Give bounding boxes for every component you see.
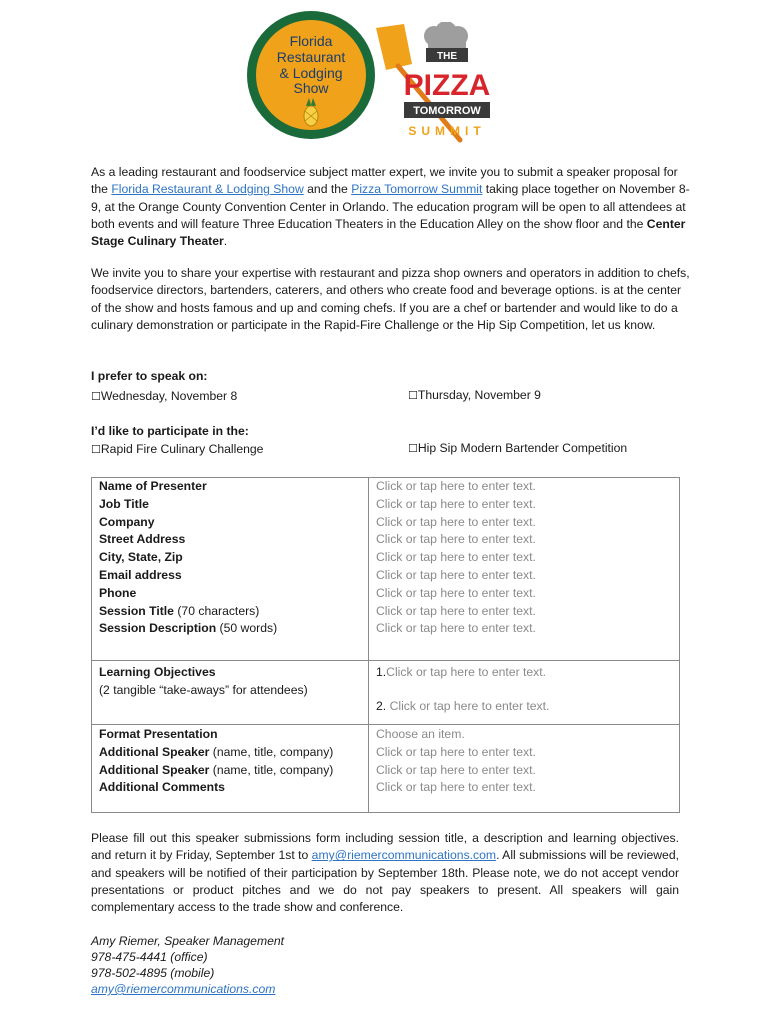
- form-inputs: [369, 661, 680, 725]
- field-label: [99, 514, 368, 532]
- contact-name: Amy Riemer, Speaker Management: [91, 934, 285, 948]
- form-inputs: [369, 725, 680, 813]
- session-description-label: Session Description: [99, 621, 217, 636]
- checkbox-icon: ☐: [408, 389, 418, 402]
- invite-paragraph: We invite you to share your expertise with restaurant and pizza shop owners and operators in addition to chefs, foodservice directors, bartenders, caterers, and others who create food and beverage options. is at the center of the show and hosts famous and up and coming chefs. If you are a chef or bartender and would like to do a culinary demonstration or participate in the Rapid-Fire Challenge or the Hip Sip Competition, let us know.: [91, 266, 690, 332]
- company-label: Company: [99, 514, 155, 529]
- field-label: [99, 762, 368, 780]
- objective-1-field[interactable]: [376, 664, 679, 682]
- florida-restaurant-lodging-show-logo: [246, 10, 376, 140]
- city-state-zip-field[interactable]: Click or tap here to enter text.: [376, 550, 536, 565]
- intro-text: and the: [303, 182, 352, 197]
- field-label: [99, 585, 368, 603]
- logo-text-line: Florida: [289, 33, 333, 49]
- company-field[interactable]: Click or tap here to enter text.: [376, 514, 536, 529]
- learning-objectives-label: Learning Objectives: [99, 665, 216, 679]
- intro-text: taking place together on November 8-9, at the Orange County Convention Center in Orlando. The education program will be open to all attendees at both events and will feature Three Education Theaters in the Education Alley on the show floor and the: [91, 182, 690, 231]
- closing-text: Please fill out this speaker submissions form including session title, a description and learning objectives. and return it by Friday, September 1st to: [91, 831, 679, 863]
- phone-field[interactable]: Click or tap here to enter text.: [376, 585, 536, 600]
- submission-email-link[interactable]: amy@riemercommunications.com: [311, 848, 497, 863]
- wednesday-label: Wednesday, November 8: [100, 389, 238, 403]
- form-labels: [92, 725, 369, 813]
- checkbox-icon: ☐: [91, 390, 101, 403]
- closing-paragraph: [91, 830, 679, 916]
- speaker-form-table: [91, 477, 680, 813]
- field-label: [99, 496, 368, 514]
- intro-text: .: [223, 234, 228, 249]
- city-state-zip-label: City, State, Zip: [99, 550, 183, 565]
- session-title-field[interactable]: Click or tap here to enter text.: [376, 603, 536, 618]
- objective-placeholder: Click or tap here to enter text.: [389, 698, 550, 713]
- format-presentation-label: Format Presentation: [99, 727, 218, 741]
- field-label: [99, 726, 368, 744]
- field-label: [99, 478, 368, 496]
- intro-paragraph: [91, 164, 691, 250]
- phone-label: Phone: [99, 585, 137, 600]
- hip-sip-checkbox[interactable]: [408, 441, 627, 455]
- additional-speaker-note: (name, title, company): [209, 762, 334, 777]
- pizza-summit-link[interactable]: Pizza Tomorrow Summit: [351, 182, 483, 197]
- speak-label: I prefer to speak on:: [91, 369, 208, 383]
- session-title-note: (70 characters): [173, 603, 260, 618]
- florida-show-link[interactable]: Florida Restaurant & Lodging Show: [111, 182, 304, 197]
- field-label: [99, 744, 368, 762]
- logo-text-line: Show: [293, 80, 329, 96]
- form-section-objectives: [92, 661, 680, 725]
- session-description-field[interactable]: Click or tap here to enter text.: [376, 621, 536, 636]
- rapid-fire-label: Rapid Fire Culinary Challenge: [100, 442, 264, 456]
- field-label: [99, 603, 368, 621]
- center-stage-text: Center Stage Culinary Theater: [91, 216, 686, 249]
- additional-speaker-2-field[interactable]: Click or tap here to enter text.: [376, 762, 536, 777]
- session-title-label: Session Title: [99, 603, 174, 618]
- job-title-label: Job Title: [99, 496, 149, 511]
- additional-speaker-1-field[interactable]: Click or tap here to enter text.: [376, 744, 536, 759]
- form-section-contact: [92, 478, 680, 661]
- closing-text: . All submissions will be reviewed, and speakers will be notified of their participation by September 18th. Please note, we do not accept vendor presentations or product pitches and we do not pay speakers to present. All speakers will gain complementary access to the trade show and conference.: [91, 848, 679, 915]
- additional-comments-field[interactable]: Click or tap here to enter text.: [376, 780, 536, 795]
- additional-speaker-note: (name, title, company): [209, 744, 334, 759]
- session-description-note: (50 words): [216, 621, 278, 636]
- objective-2-field[interactable]: [376, 698, 679, 716]
- pizza-tomorrow-summit-logo: [368, 22, 498, 147]
- logo-text-line: Restaurant: [276, 49, 346, 65]
- field-label: [99, 549, 368, 567]
- contact-email-link[interactable]: amy@riemercommunications.com: [91, 982, 276, 996]
- checkbox-icon: ☐: [91, 443, 101, 456]
- logo-text-line: & Lodging: [279, 65, 343, 81]
- email-address-field[interactable]: Click or tap here to enter text.: [376, 567, 536, 582]
- logo-text-summit: SUMMIT: [408, 124, 486, 138]
- additional-speaker-label: Additional Speaker: [99, 762, 210, 777]
- intro-text: As a leading restaurant and foodservice subject matter expert, we invite you to submit a speaker proposal for the: [91, 165, 678, 197]
- form-section-presentation: [92, 725, 680, 813]
- field-label: [99, 664, 368, 682]
- form-inputs: [369, 478, 680, 661]
- email-address-label: Email address: [99, 567, 182, 582]
- learning-objectives-note: (2 tangible “take-aways” for attendees): [99, 682, 308, 697]
- rapid-fire-checkbox[interactable]: [91, 442, 263, 456]
- checkbox-icon: ☐: [408, 442, 418, 455]
- objective-number: 2.: [376, 698, 390, 713]
- thursday-checkbox[interactable]: [408, 388, 541, 402]
- contact-mobile-phone: 978-502-4895 (mobile): [91, 966, 215, 980]
- wednesday-checkbox[interactable]: [91, 389, 237, 403]
- field-label: [99, 567, 368, 585]
- field-label: [99, 620, 368, 638]
- contact-office-phone: 978-475-4441 (office): [91, 950, 208, 964]
- logo-text-tomorrow: TOMORROW: [413, 105, 481, 117]
- format-presentation-dropdown[interactable]: Choose an item.: [376, 727, 465, 741]
- form-labels: [92, 661, 369, 725]
- presenter-name-field[interactable]: Click or tap here to enter text.: [376, 479, 536, 493]
- thursday-label: Thursday, November 9: [417, 388, 541, 402]
- objective-placeholder: Click or tap here to enter text.: [386, 665, 547, 679]
- contact-block: [91, 933, 284, 997]
- logo-text-pizza: PIZZA: [403, 69, 491, 102]
- presenter-name-label: Name of Presenter: [99, 479, 207, 493]
- objective-number: 1.: [376, 665, 387, 679]
- additional-speaker-label: Additional Speaker: [99, 744, 210, 759]
- form-labels: [92, 478, 369, 661]
- participate-label: I’d like to participate in the:: [91, 424, 249, 438]
- additional-comments-label: Additional Comments: [99, 780, 225, 795]
- field-label: [99, 531, 368, 549]
- logo-area: [246, 10, 506, 140]
- street-address-label: Street Address: [99, 532, 186, 547]
- job-title-field[interactable]: Click or tap here to enter text.: [376, 496, 536, 511]
- hip-sip-label: Hip Sip Modern Bartender Competition: [417, 441, 628, 455]
- field-label: [99, 779, 368, 797]
- street-address-field[interactable]: Click or tap here to enter text.: [376, 532, 536, 547]
- logo-text-the: THE: [437, 51, 457, 62]
